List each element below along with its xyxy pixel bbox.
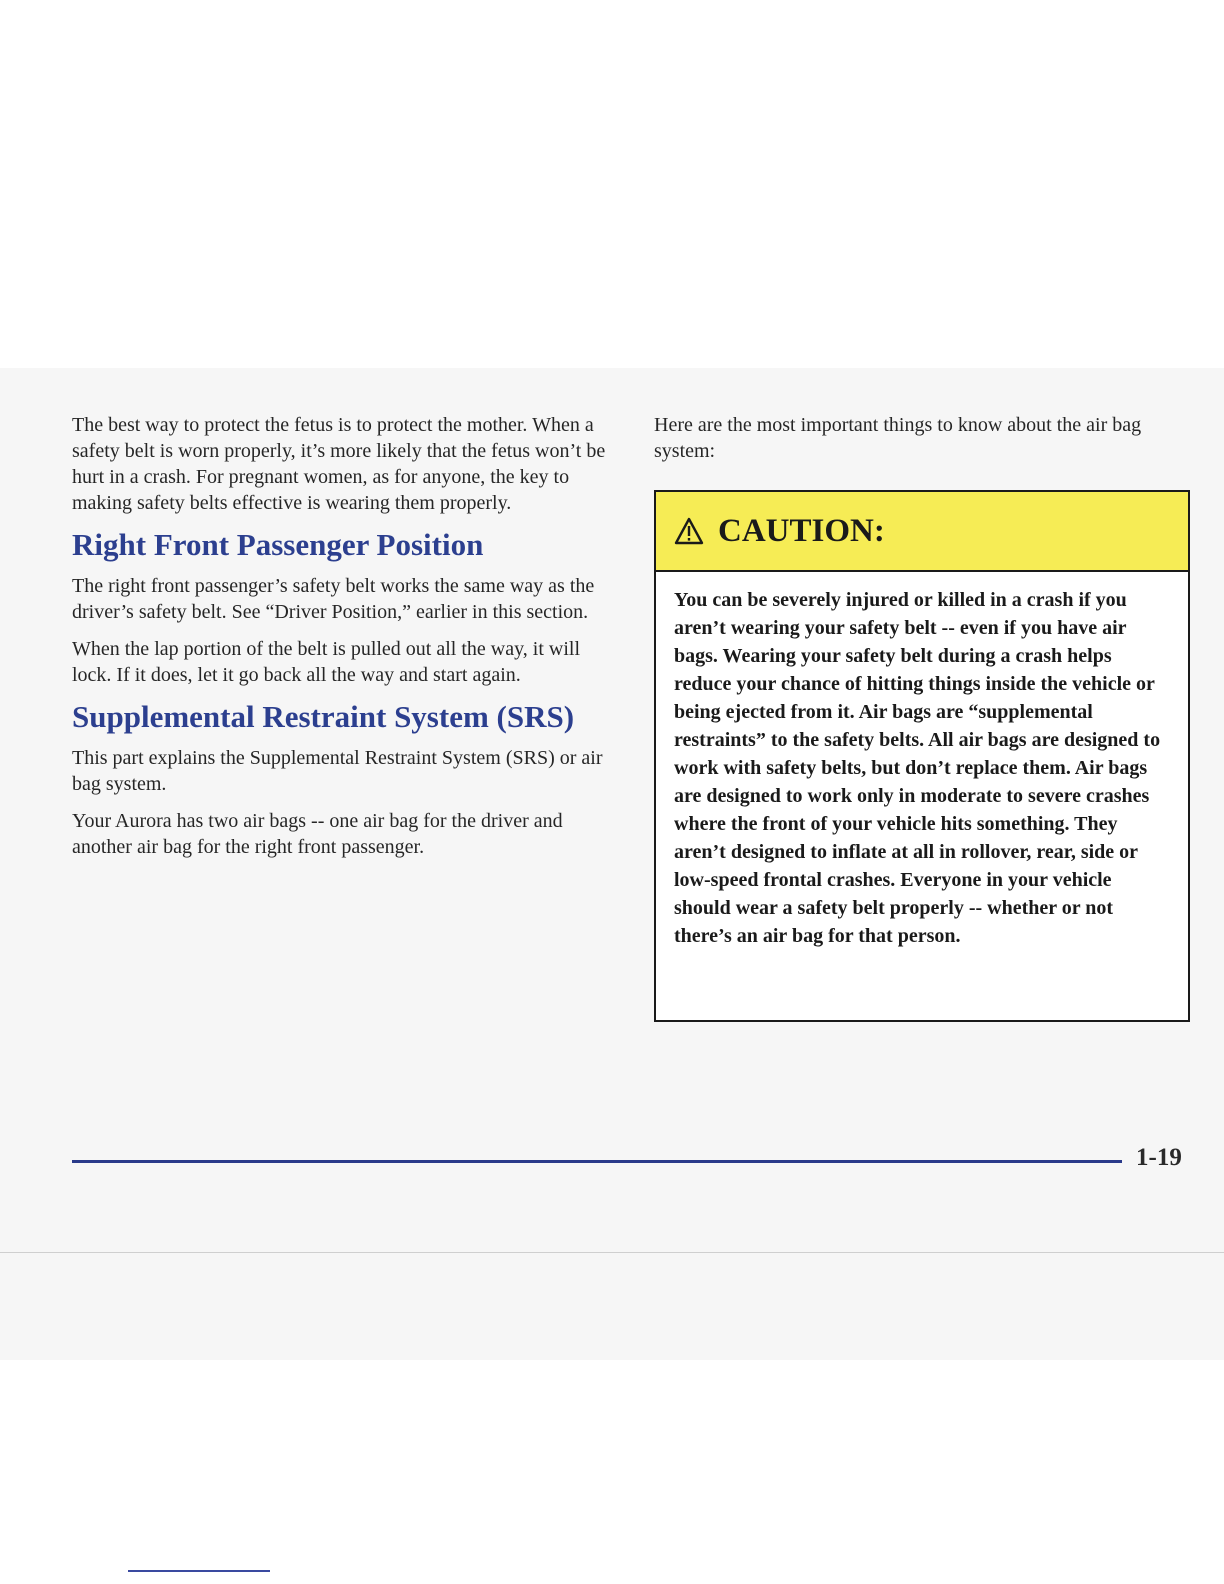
page-number: 1-19 bbox=[1136, 1144, 1182, 1171]
footer-rule bbox=[72, 1160, 1122, 1163]
right-column bbox=[654, 412, 1196, 475]
caution-title: CAUTION: bbox=[718, 512, 885, 549]
srs-paragraph-1: This part explains the Supplemental Restraint System (SRS) or air bag system. bbox=[72, 747, 603, 795]
intro-paragraph: The best way to protect the fetus is to protect the mother. When a safety belt is worn properly, it’s more likely that the fetus won’t be hurt in a crash. For pregnant women, as for anyone, the key to making safety belts effective is wearing them properly. bbox=[72, 414, 606, 514]
srs-paragraph-2: Your Aurora has two air bags -- one air bag for the driver and another air bag for the right front passenger. bbox=[72, 810, 563, 858]
caution-box bbox=[654, 490, 1190, 1022]
caution-header bbox=[656, 492, 1188, 572]
right-front-paragraph-1: The right front passenger’s safety belt works the same way as the driver’s safety belt. See “Driver Position,” earlier in this section. bbox=[72, 575, 595, 623]
left-column bbox=[72, 412, 612, 871]
warning-triangle-icon bbox=[674, 517, 704, 545]
right-front-paragraph-2: When the lap portion of the belt is pulled out all the way, it will lock. If it does, let it go back all the way and start again. bbox=[72, 638, 581, 686]
scan-artifact-line bbox=[128, 1570, 270, 1572]
page-edge-divider bbox=[0, 1252, 1224, 1253]
heading-right-front-passenger: Right Front Passenger Position bbox=[72, 527, 484, 562]
caution-body-text: You can be severely injured or killed in a crash if you aren’t wearing your safety belt -- even if you have air bags. Wearing your safety belt during a crash helps reduce your chance of hitting things inside the vehicle or being ejected from it. Air bags are “supplemental restraints” to the safety belts. All air bags are designed to work with safety belts, but don’t replace them. Air bags are designed to work only in moderate to severe crashes where the front of your vehicle hits something. They aren’t designed to inflate at all in rollover, rear, side or low-speed frontal crashes. Everyone in your vehicle should wear a safety belt properly -- whether or not there’s an air bag for that person. bbox=[674, 589, 1161, 947]
heading-srs: Supplemental Restraint System (SRS) bbox=[72, 699, 575, 734]
airbag-intro-paragraph: Here are the most important things to know about the air bag system: bbox=[654, 414, 1142, 462]
